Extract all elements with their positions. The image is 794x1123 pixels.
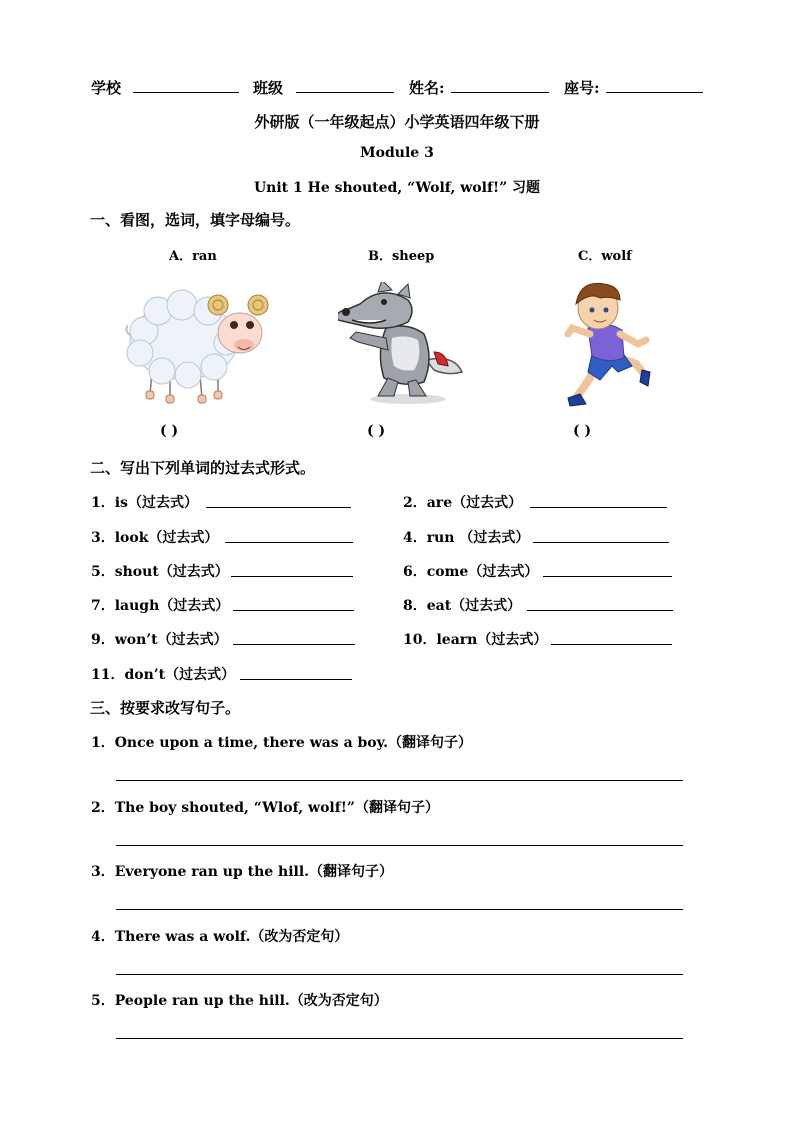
title-book: 外研版（一年级起点）小学英语四年级下册: [254, 113, 540, 131]
option-b: B．sheep: [368, 249, 435, 264]
rewrite-answer-line-5[interactable]: [116, 1038, 683, 1039]
seat-field[interactable]: [606, 92, 703, 93]
class-field[interactable]: [296, 92, 394, 93]
section3-heading: 三、按要求改写句子。: [90, 699, 241, 717]
rewrite-answer-line-2[interactable]: [116, 845, 683, 846]
rewrite-question-2: 2．The boy shouted, “Wlof, wolf!”（翻译句子）: [91, 800, 439, 816]
rewrite-answer-line-4[interactable]: [116, 974, 683, 975]
title-module: Module 3: [360, 145, 434, 161]
rewrite-question-4: 4．There was a wolf.（改为否定句）: [91, 929, 349, 945]
answer-line-1[interactable]: [206, 507, 351, 508]
question-2: 2．are（过去式）: [403, 495, 523, 511]
rewrite-answer-line-1[interactable]: [116, 780, 683, 781]
school-field[interactable]: [133, 92, 239, 93]
option-a: A．ran: [169, 249, 217, 264]
rewrite-question-3: 3．Everyone ran up the hill.（翻译句子）: [91, 864, 394, 880]
sheep-picture: [122, 283, 272, 405]
answer-blank-c[interactable]: ( ): [573, 423, 592, 439]
rewrite-question-5: 5．People ran up the hill.（改为否定句）: [91, 993, 388, 1009]
answer-line-4[interactable]: [533, 542, 669, 543]
seat-label: 座号:: [564, 79, 600, 97]
question-8: 8．eat（过去式）: [403, 598, 522, 614]
answer-line-2[interactable]: [530, 507, 667, 508]
title-unit: Unit 1 He shouted, “Wolf, wolf!” 习题: [253, 180, 541, 196]
question-4: 4．run （过去式）: [403, 530, 530, 546]
question-1: 1．is（过去式）: [91, 495, 198, 511]
question-10: 10．learn（过去式）: [403, 632, 548, 648]
answer-line-5[interactable]: [231, 576, 353, 577]
answer-line-8[interactable]: [527, 610, 673, 611]
answer-blank-b[interactable]: ( ): [367, 423, 386, 439]
running-boy-picture: [558, 280, 658, 410]
name-field[interactable]: [451, 92, 549, 93]
question-7: 7．laugh（过去式）: [91, 598, 230, 614]
wolf-picture: [338, 282, 466, 406]
answer-blank-a[interactable]: ( ): [160, 423, 179, 439]
option-c: C．wolf: [578, 249, 632, 264]
answer-line-3[interactable]: [225, 542, 353, 543]
answer-line-11[interactable]: [240, 679, 352, 680]
section1-heading: 一、看图，选词，填字母编号。: [90, 211, 301, 229]
answer-line-10[interactable]: [551, 644, 672, 645]
question-6: 6．come（过去式）: [403, 564, 539, 580]
question-9: 9．won’t（过去式）: [91, 632, 228, 648]
answer-line-9[interactable]: [233, 644, 355, 645]
school-label: 学校: [91, 79, 122, 97]
answer-line-6[interactable]: [543, 576, 672, 577]
answer-line-7[interactable]: [233, 610, 354, 611]
question-3: 3．look（过去式）: [91, 530, 219, 546]
question-11: 11．don’t（过去式）: [91, 667, 236, 683]
section2-heading: 二、写出下列单词的过去式形式。: [90, 459, 316, 477]
class-label: 班级: [253, 79, 284, 97]
rewrite-answer-line-3[interactable]: [116, 909, 683, 910]
rewrite-question-1: 1．Once upon a time, there was a boy.（翻译句子）: [91, 735, 473, 751]
name-label: 姓名:: [409, 79, 445, 97]
question-5: 5．shout（过去式）: [91, 564, 229, 580]
